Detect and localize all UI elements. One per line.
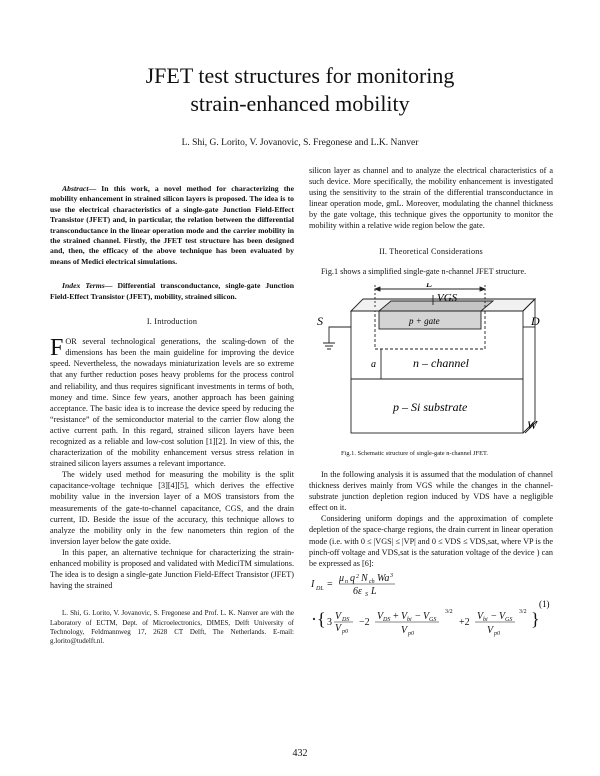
svg-text:V: V	[487, 624, 494, 636]
intro-paragraph-3: In this paper, an alternative technique for characterizing the strain-enhanced mobility is proposed and validated with MediciTM simulations. The idea is to design a single-gate Junction Field-Effect Transistor (JFET) having the strained	[50, 547, 294, 591]
svg-text:p0: p0	[342, 628, 348, 635]
section-heading-theory: II. Theoretical Considerations	[379, 246, 483, 256]
author-list: L. Shi, G. Lorito, V. Jovanovic, S. Fregonese and L.K. Nanver	[181, 138, 419, 148]
svg-text:V: V	[423, 610, 430, 622]
svg-text:·{: ·{	[311, 608, 326, 629]
label-a: a	[371, 358, 376, 370]
abstract	[50, 184, 294, 267]
paper-title	[60, 62, 540, 118]
svg-text:p0: p0	[494, 630, 500, 637]
equation-number: (1)	[539, 598, 550, 609]
svg-text:V: V	[377, 610, 384, 622]
svg-text:ch: ch	[369, 578, 375, 585]
svg-text:2: 2	[356, 573, 359, 580]
intro-p1-text: OR several technological generations, the scaling-down of the dimensions has been the main guideline for improving the device speed. Nevertheless, the nowadays miniaturization levels are so extreme that any further reduction poses heavy problems for the process control and reliability, and thus requires significant investments in terms of both, money and time. Since few years, another approach has been gaining acceptance. The basic idea is to increase the device speed by reducing the “resistance” of the semiconductor material to the carrier flow along the active current path. In this regard, strained silicon layers have been recognized as a reliable and low-cost solution [1][2]. In view of this, the characterization of the mobility enhancement versus stress relation in strained silicon layers assumes a relevant importance.	[50, 337, 294, 469]
svg-text:−: −	[491, 610, 497, 622]
svg-text:DL: DL	[316, 585, 324, 592]
length-arrow-right-head	[480, 287, 485, 291]
intro-paragraph-2: The widely used method for measuring the mobility is the split capacitance-voltage technique [3][4][5], which derives the effective mobility value in the inversion layer of a MOS transistors from the measurements of the gate-to-channel capacitance, CGS, and the drain current, ID. Beside the issue of the accuracy, this technique allows to analyze the mobility only in the few nanometers thin region of the inversion layer below the gate oxide.	[50, 470, 294, 546]
svg-text:N: N	[361, 572, 368, 584]
svg-text:bi: bi	[483, 616, 488, 623]
svg-text:+: +	[393, 610, 399, 622]
ground-symbol	[323, 343, 335, 349]
svg-text:Wa: Wa	[377, 572, 390, 584]
label-substrate: p – Si substrate	[393, 399, 468, 414]
right-paragraph-4: Considering uniform dopings and the approximation of complete depletion of the space-charge regions, the drain current in linear operation mode (i.e. with 0 ≤ |VGS| ≤ |VP| and 0 ≤ VDS ≤ VDS,sat, where VP is the pinch-off voltage and VDS,sat is the saturation voltage of the device ) can be expressed as [6]:	[309, 514, 553, 568]
svg-text:V: V	[335, 622, 342, 634]
left-column	[50, 170, 294, 646]
svg-text:GS: GS	[429, 616, 437, 623]
svg-text:q: q	[350, 572, 355, 584]
label-W: W	[527, 417, 537, 432]
label-L: L	[426, 282, 433, 290]
svg-text:n: n	[345, 578, 348, 585]
svg-text:−2: −2	[359, 616, 370, 628]
page-number: 432	[292, 748, 308, 759]
svg-text:}: }	[531, 608, 540, 629]
drain-current-equation	[309, 573, 553, 643]
label-S: S	[317, 313, 323, 328]
right-paragraph-3: In the following analysis it is assumed that the modulation of channel thickness derives mainly from VGS while the changes in the channel-substrate junction depletion region induced by VDS have a negligible effect on it.	[309, 469, 553, 513]
svg-text:DS: DS	[383, 616, 391, 623]
index-terms-text: — Differential transconductance, single-gate Junction Field-Effect Transistor (JFET), mobility, strained silicon.	[50, 281, 294, 301]
svg-text:+2: +2	[459, 616, 470, 628]
svg-text:DS: DS	[342, 616, 350, 623]
title-line-2: strain-enhanced mobility	[190, 91, 410, 116]
title-line-1: JFET test structures for monitoring	[145, 63, 455, 88]
svg-text:I: I	[311, 578, 315, 590]
abstract-label: Abstract	[62, 184, 89, 193]
section-heading-introduction: I. Introduction	[146, 317, 198, 327]
source-contact-line	[329, 327, 351, 343]
svg-text:GS: GS	[505, 616, 513, 623]
label-D: D	[531, 313, 540, 328]
svg-text:V: V	[499, 610, 506, 622]
svg-text:L: L	[371, 585, 377, 597]
svg-text:V: V	[335, 610, 342, 622]
index-terms	[50, 281, 294, 302]
svg-text:3/2: 3/2	[445, 608, 453, 615]
abstract-text: — In this work, a novel method for characterizing the mobility enhancement in strained silicon layers is proposed. The idea is to use the electrical characteristics of a single-gate Junction Field-Effect Transistor (JFET) and, in particular, the relation between the differential transconductance in the linear operation mode and the carrier mobility in the strained channel. Firstly, the JFET test structure has been designed and, then, the efficacy of the above technique has been evaluated by means of Medici electrical simulations.	[50, 184, 294, 266]
label-p-gate: p + gate	[409, 315, 440, 326]
svg-text:3: 3	[327, 616, 332, 628]
label-VGS: VGS	[437, 291, 458, 304]
length-arrow-left-head	[375, 287, 380, 291]
jfet-structure-figure	[313, 283, 545, 443]
right-paragraph-2: Fig.1 shows a simplified single-gate n-channel JFET structure.	[321, 266, 527, 276]
author-footnote: L. Shi, G. Lorito, V. Jovanovic, S. Fregonese and Prof. L. K. Nanver are with the Laboratory of ECTM, Dept. of Microelectronics, DIMES, Delft University of Technology, Feldmannweg 17, 2628 CT Delft, The Netherlands. E-mail: g.lorito@tudelft.nl.	[50, 609, 294, 645]
svg-text:3/2: 3/2	[519, 608, 527, 615]
svg-text:=: =	[327, 578, 333, 590]
svg-text:μ: μ	[339, 572, 345, 584]
svg-text:V: V	[401, 624, 408, 636]
intro-paragraph-1	[50, 336, 294, 469]
svg-text:−: −	[415, 610, 421, 622]
drop-cap: F	[50, 335, 64, 362]
figure-caption: Fig.1. Schematic structure of single-gate n-channel JFET.	[341, 449, 489, 457]
svg-text:6ε: 6ε	[353, 585, 362, 597]
right-column	[309, 165, 553, 646]
svg-text:V: V	[401, 610, 408, 622]
svg-text:bi: bi	[407, 616, 412, 623]
svg-text:3: 3	[390, 572, 393, 579]
gate-top-shadow	[379, 301, 493, 311]
svg-text:V: V	[477, 610, 484, 622]
svg-text:p0: p0	[408, 630, 414, 637]
svg-text:S: S	[365, 591, 368, 598]
label-n-channel: n – channel	[413, 355, 469, 370]
right-paragraph-1: silicon layer as channel and to analyze the electrical characteristics of a such device. More specifically, the mobility enhancement is investigated using the sensitivity to the strain of the differential transconductance in linear operation mode, gmL. Moreover, modulating the channel thickness by the gate voltage, this technique gives the opportunity to monitor the mobility within a relative wide region below the gate.	[309, 166, 553, 231]
index-terms-label: Index Terms	[62, 281, 105, 291]
